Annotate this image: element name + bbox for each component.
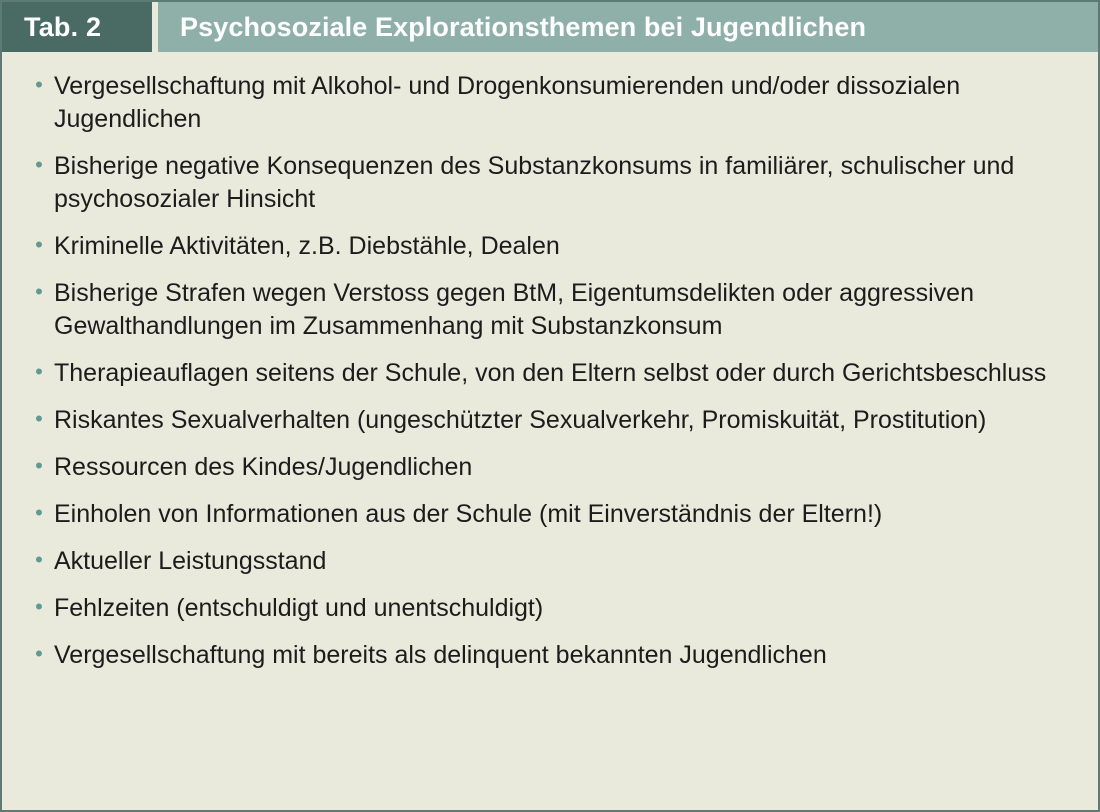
list-item-text: Einholen von Informationen aus der Schule (mit Einverständnis der Eltern!) — [54, 500, 883, 528]
list-item-text: Bisherige negative Konsequenzen des Substanzkonsums in familiärer, schulischer und psychosozialer Hinsicht — [54, 152, 1015, 213]
list-item — [24, 230, 1078, 263]
bullet-icon: • — [35, 453, 43, 478]
list-item — [24, 451, 1078, 484]
list-item — [24, 639, 1078, 672]
bullet-icon: • — [35, 406, 43, 431]
bullet-icon: • — [35, 152, 43, 177]
bullet-icon: • — [35, 594, 43, 619]
list-item-text: Riskantes Sexualverhalten (ungeschützter Sexualverkehr, Promiskuität, Prostitution) — [54, 406, 987, 434]
bullet-icon: • — [35, 72, 43, 97]
list-item-text: Bisherige Strafen wegen Verstoss gegen BtM, Eigentumsdelikten oder aggressiven Gewalthandlungen im Zusammenhang mit Substanzkonsum — [54, 279, 974, 340]
list-item-text: Ressourcen des Kindes/Jugendlichen — [54, 453, 473, 481]
list-item-text: Vergesellschaftung mit Alkohol- und Drogenkonsumierenden und/oder dissozialen Jugendlichen — [54, 72, 961, 133]
table-header — [2, 2, 1098, 52]
bullet-icon: • — [35, 547, 43, 572]
list-item — [24, 498, 1078, 531]
list-item — [24, 277, 1078, 343]
topics-list — [2, 52, 1098, 810]
bullet-icon: • — [35, 500, 43, 525]
list-item-text: Therapieauflagen seitens der Schule, von den Eltern selbst oder durch Gerichtsbeschluss — [54, 359, 1047, 387]
list-item-text: Fehlzeiten (entschuldigt und unentschuldigt) — [54, 594, 544, 622]
list-item — [24, 357, 1078, 390]
table-title: Psychosoziale Explorationsthemen bei Jugendlichen — [158, 2, 1098, 52]
list-item — [24, 592, 1078, 625]
bullet-icon: • — [35, 232, 43, 257]
bullet-icon: • — [35, 359, 43, 384]
list-item-text: Kriminelle Aktivitäten, z.B. Diebstähle, Dealen — [54, 232, 560, 260]
table-number-label: Tab. 2 — [2, 2, 152, 52]
bullet-icon: • — [35, 641, 43, 666]
list-item — [24, 70, 1078, 136]
list-item — [24, 404, 1078, 437]
list-item — [24, 545, 1078, 578]
bullet-icon: • — [35, 279, 43, 304]
list-item — [24, 150, 1078, 216]
list-item-text: Aktueller Leistungsstand — [54, 547, 327, 575]
list-item-text: Vergesellschaftung mit bereits als delinquent bekannten Jugendlichen — [54, 641, 827, 669]
